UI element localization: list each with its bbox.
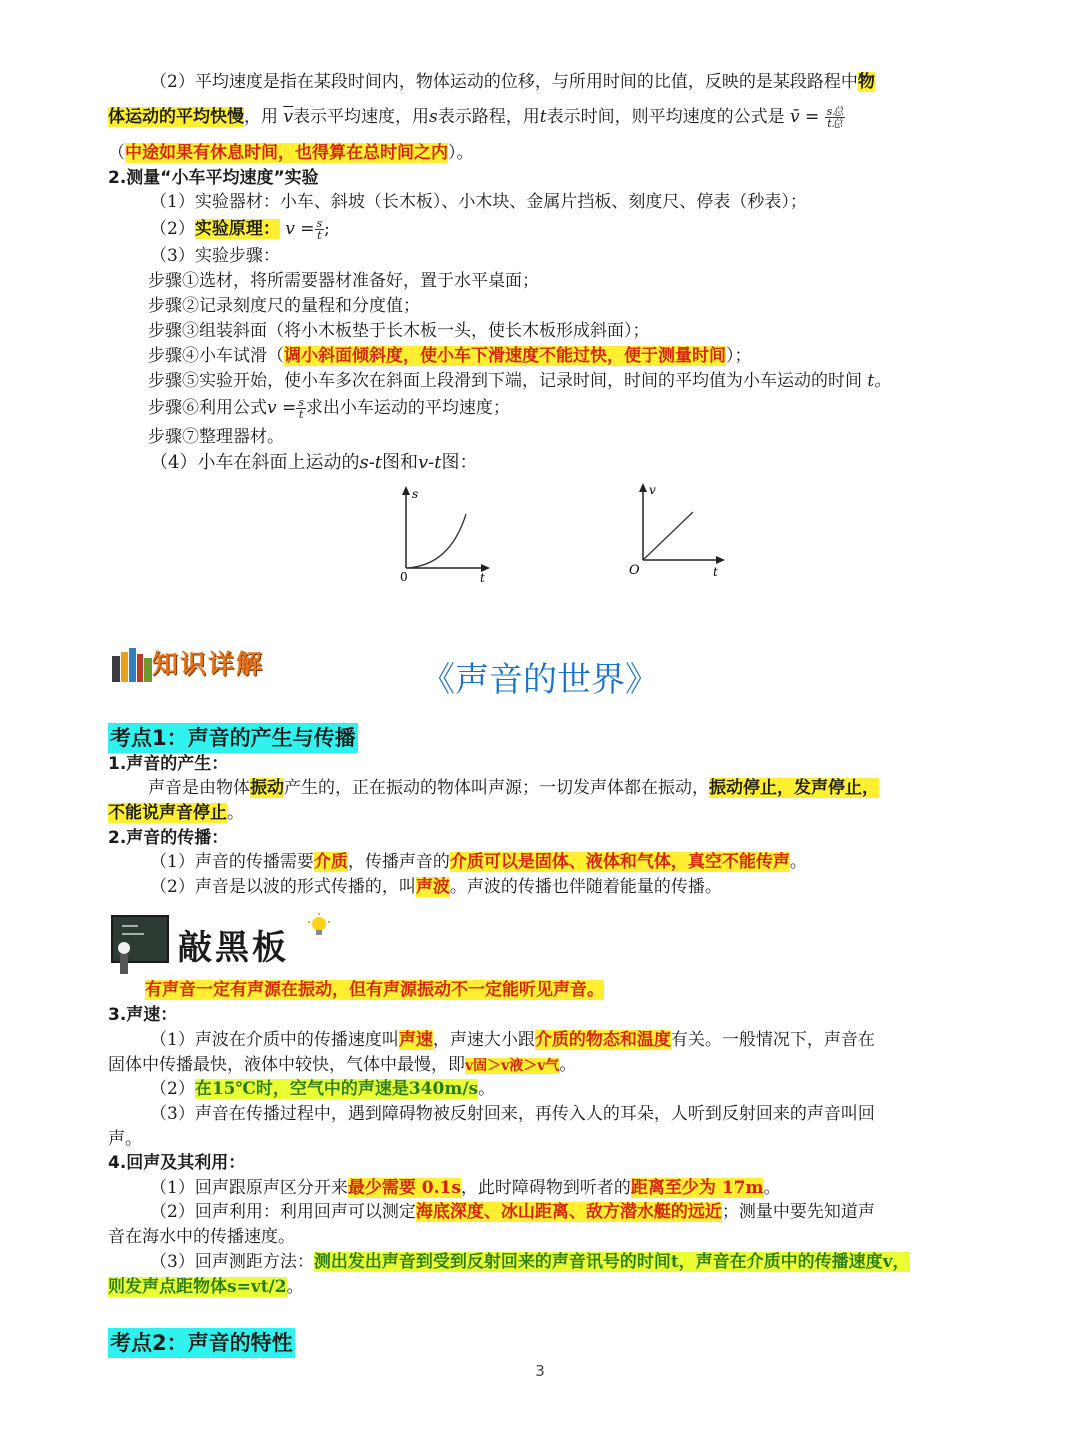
experiment-item4: （4）小车在斜面上运动的s-t图和v-t图：: [150, 452, 478, 473]
experiment-item1: （1）实验器材：小车、斜坡（长木板）、小木块、金属片挡板、刻度尺、停表（秒表）；: [150, 192, 807, 212]
avg-formula: v̄ =: [790, 107, 820, 127]
qiao-heiban-banner: [110, 912, 340, 976]
step-7: 步骤⑦整理器材。: [148, 427, 284, 447]
sound-production-line1: 声音是由物体振动产生的，正在振动的物体叫声源；一切发声体都在振动，振动停止，发声停止，: [148, 778, 879, 798]
origin-label: 0: [400, 570, 408, 584]
t-label: t: [480, 571, 485, 584]
page-number: 3: [535, 1362, 545, 1380]
avg-speed-line1: （2）平均速度是指在某段时间内，物体运动的位移，与所用时间的比值，反映的是某段路程中物: [150, 72, 875, 92]
sound-speed-line3: （2）在15℃时，空气中的声速是340m/s。: [150, 1079, 496, 1099]
step-2: 步骤②记录刻度尺的量程和分度值；: [148, 296, 420, 316]
v-axis-arrow: [639, 483, 647, 492]
avg-formula-fraction: $\frac{\text{s总}}{\text{t总}}$: [826, 105, 844, 130]
echo-line4: （3）回声测距方法：测出发出声音到受到反射回来的声音讯号的时间t，声音在介质中的传播速度v，: [150, 1252, 910, 1272]
qiao-heiban-label: 敲黑板: [178, 928, 289, 968]
avg-speed-line2: 体运动的平均快慢，用 $\overline{v}$表示平均速度，用s表示路程，用t表示时间，则平均速度的公式是 v̄ = $\frac{\text{s总}}{\text{t总}}$: [108, 105, 844, 130]
sound-speed-line1: （1）声波在介质中的传播速度叫声速，声速大小跟介质的物态和温度有关。一般情况下，声音在: [150, 1030, 875, 1050]
highlight: 物: [857, 72, 875, 92]
step-5: 步骤⑤实验开始，使小车多次在斜面上段滑到下端，记录时间，时间的平均值为小车运动的时间 t。: [148, 371, 892, 391]
page-title: 《声音的世界》: [421, 660, 659, 700]
echo-heading: 4.回声及其利用：: [108, 1153, 246, 1173]
blackboard-icon: [110, 912, 172, 976]
kaodian1-heading: 考点1：声音的产生与传播: [108, 723, 358, 753]
sound-speed-line4: （3）声音在传播过程中，遇到障碍物被反射回来，再传入人的耳朵，人听到反射回来的声音叫回: [150, 1104, 875, 1124]
lightbulb-icon: [306, 912, 332, 942]
s-axis-arrow: [402, 486, 410, 495]
sound-speed-line5: 声。: [108, 1129, 142, 1149]
sound-speed-heading: 3.声速：: [108, 1005, 178, 1025]
v-t-graph: [625, 480, 735, 584]
t-axis-arrow: [716, 556, 725, 564]
echo-line5: 则发声点距物体s=vt/2。: [108, 1277, 304, 1297]
experiment-item2: （2）实验原理： v = $\frac{s}{t}$ ;: [150, 217, 330, 242]
t-label: t: [713, 565, 718, 579]
s-label: s: [412, 487, 419, 501]
step-1: 步骤①选材，将所需要器材准备好，置于水平桌面；: [148, 271, 539, 291]
knowledge-banner-label: 知识详解: [152, 650, 265, 680]
experiment-heading: 2.测量“小车平均速度”实验: [108, 168, 319, 188]
avg-speed-line3: （中途如果有休息时间，也得算在总时间之内）。: [108, 143, 474, 163]
sound-propagation-heading: 2.声音的传播：: [108, 828, 229, 848]
sound-production-line2: 不能说声音停止。: [108, 803, 244, 823]
sound-production-heading: 1.声音的产生：: [108, 754, 229, 774]
step-4: 步骤④小车试滑（调小斜面倾斜度，使小车下滑速度不能过快，便于测量时间）；: [148, 346, 752, 366]
sound-propagation-line2: （2）声音是以波的形式传播的，叫声波。声波的传播也伴随着能量的传播。: [150, 877, 722, 897]
kaodian2-heading: 考点2：声音的特性: [108, 1328, 295, 1358]
echo-line3: 音在海水中的传播速度。: [108, 1227, 295, 1247]
v-t-line: [643, 512, 693, 560]
s-t-curve: [406, 514, 466, 568]
step-3: 步骤③组装斜面（将小木板垫于长木板一头，使长木板形成斜面）；: [148, 321, 650, 341]
step-6: 步骤⑥利用公式v = $\frac{s}{t}$ 求出小车运动的平均速度；: [148, 396, 510, 421]
sound-speed-line2: 固体中传播最快，液体中较快，气体中最慢，即v固＞v液＞v气。: [108, 1055, 577, 1075]
experiment-item3: （3）实验步骤：: [150, 246, 280, 266]
qiao-heiban-note: 有声音一定有声源在振动，但有声源振动不一定能听见声音。: [145, 980, 604, 1000]
sound-propagation-line1: （1）声音的传播需要介质，传播声音的介质可以是固体、液体和气体，真空不能传声。: [150, 852, 807, 872]
s-t-graph: [390, 484, 500, 584]
origin-label: O: [629, 563, 640, 578]
v-label: v: [649, 483, 656, 497]
echo-line1: （1）回声跟原声区分开来最少需要 0.1s，此时障碍物到听者的距离至少为 17m。: [150, 1178, 781, 1198]
echo-line2: （2）回声利用：利用回声可以测定海底深度、冰山距离、敌方潜水艇的远近；测量中要先知道声: [150, 1202, 875, 1222]
